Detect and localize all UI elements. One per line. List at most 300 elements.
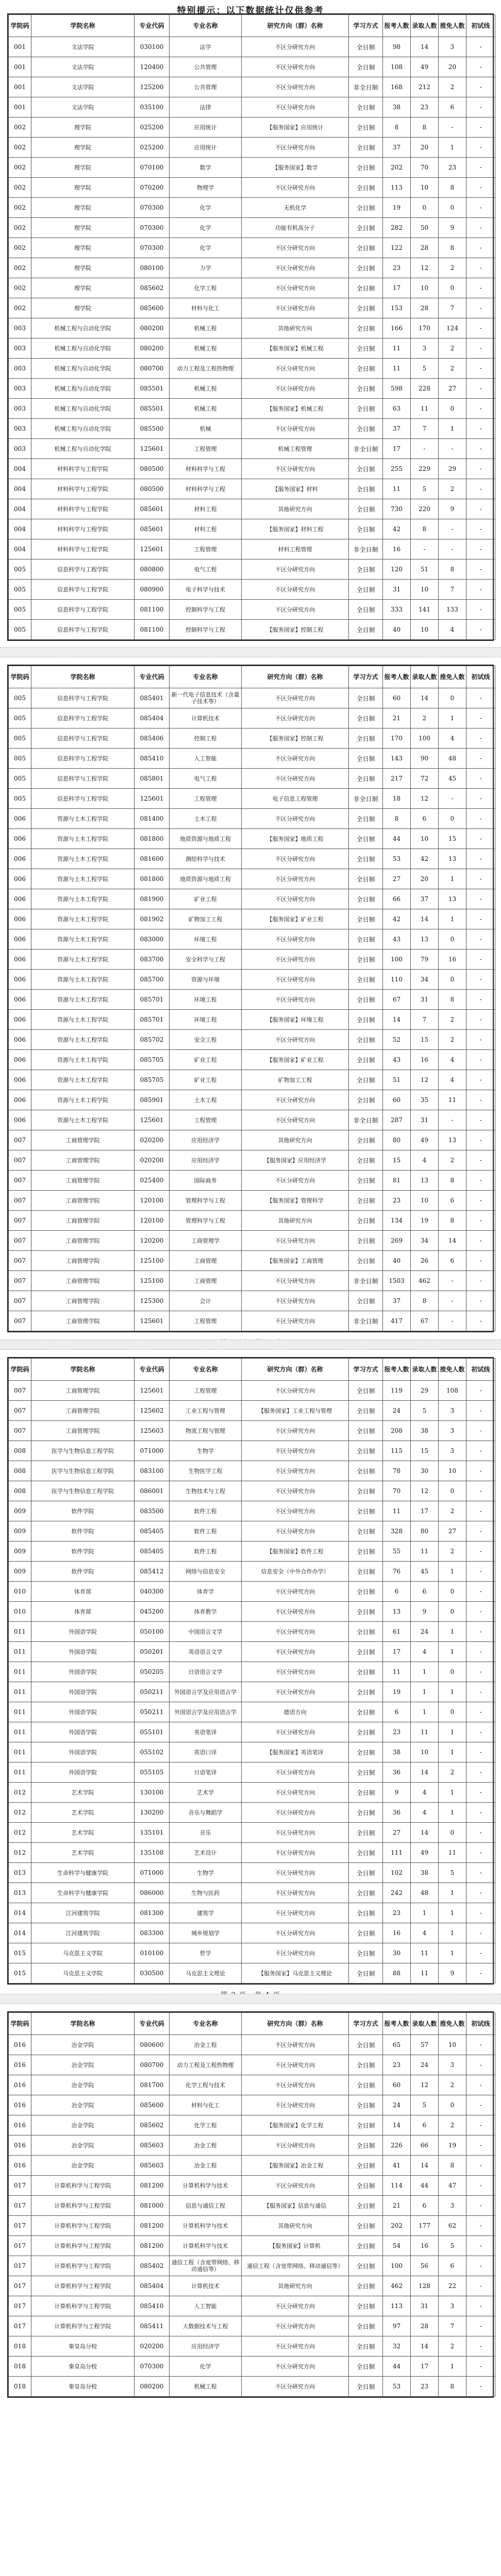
table-row — [9, 117, 495, 138]
table-cell: 全日制 — [349, 1582, 383, 1602]
table-cell: - — [466, 1541, 495, 1562]
table-cell: 全日制 — [349, 909, 383, 929]
table-cell: 不区分研究方向 — [242, 1582, 349, 1602]
table-cell: 085410 — [135, 2296, 170, 2316]
table-cell: 全日制 — [349, 1843, 383, 1863]
table-cell: 外国语学院 — [31, 1622, 135, 1642]
table-row — [9, 2055, 495, 2075]
table-cell: 005 — [9, 560, 31, 580]
table-cell: - — [466, 749, 495, 769]
table-cell: 598 — [383, 379, 411, 399]
table-cell: 通信工程（含宽带网络、移动通信等） — [170, 2256, 242, 2276]
table-cell: 202 — [383, 158, 411, 178]
table-cell: 2 — [439, 77, 466, 97]
table-cell: 19 — [383, 1682, 411, 1702]
table-cell: 010 — [9, 1582, 31, 1602]
table-cell: 122 — [383, 238, 411, 258]
table-cell: - — [466, 2296, 495, 2316]
table-cell: 050205 — [135, 1662, 170, 1682]
table-cell: 不区分研究方向 — [242, 1622, 349, 1642]
table-cell: 004 — [9, 519, 31, 539]
table-cell: 018 — [9, 2336, 31, 2357]
table-cell: 全日制 — [349, 829, 383, 849]
table-cell: 081200 — [135, 2216, 170, 2236]
table-cell: 工商管理学院 — [31, 1381, 135, 1401]
table-cell: 【服务国家】机械工程 — [242, 338, 349, 359]
table-cell: 11 — [439, 1843, 466, 1863]
table-cell: 不区分研究方向 — [242, 1943, 349, 1963]
table-cell: 不区分研究方向 — [242, 950, 349, 970]
table-cell: - — [466, 789, 495, 809]
table-cell: 全日制 — [349, 419, 383, 439]
table-row — [9, 278, 495, 298]
table-cell: 生物与医药 — [170, 1883, 242, 1903]
table-cell: - — [466, 2176, 495, 2196]
table-cell: 全日制 — [349, 178, 383, 198]
table-page-4 — [8, 2012, 495, 2397]
table-cell: 哲学 — [170, 1943, 242, 1963]
table-cell: 不区分研究方向 — [242, 1783, 349, 1803]
table-cell: 6 — [411, 809, 439, 829]
table-cell: - — [466, 809, 495, 829]
table-cell: - — [466, 728, 495, 749]
table-cell: 017 — [9, 2276, 31, 2296]
table-row — [9, 1943, 495, 1963]
table-cell: 不区分研究方向 — [242, 2136, 349, 2156]
table-cell: 工商管理学院 — [31, 1421, 135, 1441]
table-cell: 269 — [383, 1231, 411, 1251]
table-row — [9, 57, 495, 77]
table-cell: 44 — [411, 2176, 439, 2196]
table-cell: 45 — [411, 1562, 439, 1582]
table-row — [9, 1461, 495, 1481]
table-cell: 全日制 — [349, 117, 383, 138]
table-cell: 不区分研究方向 — [242, 1090, 349, 1110]
table-cell: 资源与环境 — [170, 970, 242, 990]
table-cell: 003 — [9, 439, 31, 459]
table-cell: - — [466, 1171, 495, 1191]
table-cell: 不区分研究方向 — [242, 258, 349, 278]
table-cell: 134 — [383, 1211, 411, 1231]
table-cell: 材料科学与工程 — [170, 479, 242, 499]
table-cell: 【服务国家】英语笔译 — [242, 1742, 349, 1762]
table-cell: 全日制 — [349, 769, 383, 789]
table-cell: - — [466, 2095, 495, 2115]
table-cell: 资源与土木工程学院 — [31, 1050, 135, 1070]
table-cell: 0 — [439, 2095, 466, 2115]
table-cell: 19 — [439, 2136, 466, 2156]
table-cell: - — [466, 158, 495, 178]
table-cell: 014 — [9, 1923, 31, 1943]
table-cell: 全日制 — [349, 1251, 383, 1271]
table-cell: 非全日制 — [349, 789, 383, 809]
table-cell: 19 — [411, 1211, 439, 1231]
table-cell: - — [466, 1070, 495, 1090]
table-row — [9, 2176, 495, 2196]
table-cell: 理学院 — [31, 198, 135, 218]
table-cell: 61 — [383, 1622, 411, 1642]
table-cell: 【服务国家】信息与通信 — [242, 2196, 349, 2216]
table-cell: 2 — [439, 479, 466, 499]
table-cell: 006 — [9, 1010, 31, 1030]
table-cell: 管理科学与工程 — [170, 1191, 242, 1211]
table-row — [9, 909, 495, 929]
table-cell: 信息科学与工程学院 — [31, 688, 135, 708]
table-row — [9, 2075, 495, 2095]
table-cell: - — [466, 1010, 495, 1030]
table-cell: - — [466, 359, 495, 379]
table-cell: 不区分研究方向 — [242, 1381, 349, 1401]
table-row — [9, 1823, 495, 1843]
table-cell: 007 — [9, 1271, 31, 1291]
table-cell: 030100 — [135, 37, 170, 57]
table-cell: 材料科学与工程学院 — [31, 519, 135, 539]
table-row — [9, 950, 495, 970]
table-cell: - — [466, 1602, 495, 1622]
table-cell: 不区分研究方向 — [242, 1441, 349, 1461]
table-cell: 全日制 — [349, 97, 383, 117]
table-cell: 009 — [9, 1501, 31, 1521]
table-cell: 2 — [439, 2336, 466, 2357]
table-cell: - — [466, 1883, 495, 1903]
table-cell: 【服务国家】冶金工程 — [242, 2156, 349, 2176]
header-cell: 专业代码 — [135, 15, 170, 37]
table-cell: 全日制 — [349, 749, 383, 769]
table-cell: 不区分研究方向 — [242, 77, 349, 97]
table-cell: 006 — [9, 990, 31, 1010]
table-cell: 080500 — [135, 459, 170, 479]
table-cell: 全日制 — [349, 2316, 383, 2336]
table-cell: 085705 — [135, 1070, 170, 1090]
table-cell: 35 — [411, 1090, 439, 1110]
table-cell: 006 — [9, 929, 31, 950]
table-cell: - — [466, 479, 495, 499]
table-row — [9, 238, 495, 258]
table-cell: 8 — [439, 238, 466, 258]
table-cell: 012 — [9, 1803, 31, 1823]
table-cell: 【服务国家】数学 — [242, 158, 349, 178]
table-cell: 085601 — [135, 499, 170, 519]
table-row — [9, 178, 495, 198]
table-cell: 070300 — [135, 238, 170, 258]
table-row — [9, 1381, 495, 1401]
table-cell: 217 — [383, 769, 411, 789]
table-row — [9, 379, 495, 399]
table-cell: 冶金学院 — [31, 2075, 135, 2095]
table-cell: 085602 — [135, 278, 170, 298]
table-cell: 工程管理 — [170, 789, 242, 809]
table-cell: - — [466, 338, 495, 359]
table-cell: 资源与土木工程学院 — [31, 1010, 135, 1030]
table-row — [9, 1602, 495, 1622]
table-cell: 全日制 — [349, 2357, 383, 2377]
table-cell: 理学院 — [31, 298, 135, 318]
table-cell: 地质资源与地质工程 — [170, 869, 242, 889]
table-cell: - — [466, 1943, 495, 1963]
table-cell: 025200 — [135, 138, 170, 158]
table-row — [9, 1521, 495, 1541]
table-cell: 166 — [383, 318, 411, 338]
table-cell: 全日制 — [349, 1441, 383, 1461]
table-cell: - — [466, 1150, 495, 1171]
table-cell: 不区分研究方向 — [242, 889, 349, 909]
table-cell: 应用统计 — [170, 117, 242, 138]
table-row — [9, 138, 495, 158]
table-cell: 全日制 — [349, 138, 383, 158]
table-row — [9, 459, 495, 479]
table-cell: 011 — [9, 1762, 31, 1783]
table-cell: 资源与土木工程学院 — [31, 1110, 135, 1130]
table-cell: 江河建筑学院 — [31, 1923, 135, 1943]
table-cell: 应用统计 — [170, 138, 242, 158]
table-cell: 机械工程与自动化学院 — [31, 419, 135, 439]
table-cell: 全日制 — [349, 1381, 383, 1401]
table-cell: 005 — [9, 600, 31, 620]
table-cell: 不区分研究方向 — [242, 1311, 349, 1331]
table-cell: 018 — [9, 2377, 31, 2397]
table-cell: 4 — [411, 1923, 439, 1943]
table-cell: 全日制 — [349, 1010, 383, 1030]
table-cell: 12 — [411, 789, 439, 809]
table-cell: 016 — [9, 2115, 31, 2136]
table-cell: 1 — [439, 138, 466, 158]
table-cell: 070100 — [135, 158, 170, 178]
table-cell: - — [466, 2256, 495, 2276]
table-cell: 5 — [411, 1401, 439, 1421]
table-cell: 080900 — [135, 580, 170, 600]
table-cell: 【服务国家】应用经济学 — [242, 1150, 349, 1171]
table-row — [9, 1903, 495, 1923]
table-cell: 全日制 — [349, 1943, 383, 1963]
table-row — [9, 2296, 495, 2316]
table-cell: 011 — [9, 1702, 31, 1722]
table-cell: 081000 — [135, 2196, 170, 2216]
table-cell: 资源与土木工程学院 — [31, 970, 135, 990]
table-cell: 5 — [411, 2095, 439, 2115]
header-cell: 学院码 — [9, 15, 31, 37]
table-cell: - — [411, 539, 439, 560]
table-cell: 003 — [9, 338, 31, 359]
table-cell: - — [466, 2115, 495, 2136]
table-row — [9, 560, 495, 580]
table-cell: 全日制 — [349, 298, 383, 318]
table-cell: 011 — [9, 1682, 31, 1702]
table-cell: 不区分研究方向 — [242, 580, 349, 600]
table-cell: 2 — [439, 1501, 466, 1521]
table-cell: 医学与生物信息工程学院 — [31, 1481, 135, 1501]
table-cell: 120100 — [135, 1211, 170, 1231]
table-cell: 全日制 — [349, 2075, 383, 2095]
table-cell: 外国语学院 — [31, 1642, 135, 1662]
table-cell: 机械工程与自动化学院 — [31, 318, 135, 338]
table-cell: 全日制 — [349, 1682, 383, 1702]
table-cell: 212 — [411, 77, 439, 97]
table-cell: 080800 — [135, 560, 170, 580]
table-cell: 0 — [439, 1702, 466, 1722]
table-cell: - — [466, 37, 495, 57]
page-separator — [0, 647, 501, 657]
table-cell: 不区分研究方向 — [242, 600, 349, 620]
table-cell: 6 — [439, 97, 466, 117]
table-row — [9, 1191, 495, 1211]
table-cell: 资源与土木工程学院 — [31, 869, 135, 889]
table-cell: 全日制 — [349, 278, 383, 298]
table-cell: 12 — [411, 1481, 439, 1501]
table-cell: 全日制 — [349, 1662, 383, 1682]
table-cell: 不区分研究方向 — [242, 1642, 349, 1662]
table-cell: 016 — [9, 2156, 31, 2176]
table-cell: 11 — [411, 1722, 439, 1742]
table-cell: 24 — [383, 1401, 411, 1421]
table-cell: 5 — [411, 359, 439, 379]
table-cell: 其他研究方向 — [242, 499, 349, 519]
table-cell: 全日制 — [349, 2296, 383, 2316]
table-cell: 004 — [9, 539, 31, 560]
table-cell: 不区分研究方向 — [242, 1662, 349, 1682]
table-cell: 081800 — [135, 829, 170, 849]
table-cell: 63 — [383, 399, 411, 419]
table-cell: 全日制 — [349, 359, 383, 379]
table-cell: 085402 — [135, 2256, 170, 2276]
table-cell: 0 — [411, 198, 439, 218]
table-cell: 081800 — [135, 869, 170, 889]
table-cell: 19 — [383, 198, 411, 218]
table-header-row — [9, 2013, 495, 2035]
table-cell: - — [466, 97, 495, 117]
table-row — [9, 218, 495, 238]
table-cell: - — [466, 1501, 495, 1521]
table-cell: 010100 — [135, 1943, 170, 1963]
table-cell: 013 — [9, 1863, 31, 1883]
table-cell: 体育教学 — [170, 1602, 242, 1622]
table-cell: 医学与生物信息工程学院 — [31, 1441, 135, 1461]
table-cell: 法律 — [170, 97, 242, 117]
table-cell: 085702 — [135, 1030, 170, 1050]
table-row — [9, 708, 495, 728]
table-cell: 007 — [9, 1150, 31, 1171]
header-cell: 推免人数 — [439, 666, 466, 688]
table-row — [9, 198, 495, 218]
table-cell: 007 — [9, 1251, 31, 1271]
table-cell: 全日制 — [349, 1521, 383, 1541]
table-cell: 网络与信息安全 — [170, 1562, 242, 1582]
table-cell: 全日制 — [349, 338, 383, 359]
header-cell: 录取人数 — [411, 2013, 439, 2035]
table-cell: 工商管理学 — [170, 1231, 242, 1251]
table-cell: 51 — [383, 1070, 411, 1090]
table-cell: 工程管理 — [170, 539, 242, 560]
table-cell: 083700 — [135, 950, 170, 970]
table-cell: 085600 — [135, 298, 170, 318]
table-cell: 27 — [383, 1823, 411, 1843]
header-cell: 报考人数 — [383, 15, 411, 37]
table-cell: 机械工程 — [170, 318, 242, 338]
table-cell: - — [466, 2216, 495, 2236]
table-cell: 资源与土木工程学院 — [31, 1070, 135, 1090]
table-cell: 矿业工程 — [170, 1070, 242, 1090]
table-cell: 38 — [383, 97, 411, 117]
table-cell: 23 — [383, 1903, 411, 1923]
table-cell: 120200 — [135, 1231, 170, 1251]
table-row — [9, 990, 495, 1010]
table-cell: 机械工程 — [170, 379, 242, 399]
table-cell: 理学院 — [31, 158, 135, 178]
document-title: 特别提示：以下数据统计仅供参考 — [177, 6, 324, 16]
table-cell: 57 — [411, 2035, 439, 2055]
table-cell: 80 — [411, 1521, 439, 1541]
table-cell: 2 — [439, 1541, 466, 1562]
table-cell: 125100 — [135, 1271, 170, 1291]
table-row — [9, 1863, 495, 1883]
table-cell: - — [466, 889, 495, 909]
table-cell: 228 — [411, 379, 439, 399]
table-cell: 资源与土木工程学院 — [31, 849, 135, 869]
table-cell: 081300 — [135, 1903, 170, 1923]
table-row — [9, 600, 495, 620]
table-cell: 不区分研究方向 — [242, 57, 349, 77]
table-cell: 025200 — [135, 117, 170, 138]
table-cell: 11 — [383, 338, 411, 359]
table-cell: 不区分研究方向 — [242, 1803, 349, 1823]
table-cell: 007 — [9, 1211, 31, 1231]
table-cell: 34 — [411, 1231, 439, 1251]
table-cell: 【服务国家】马克思主义理论 — [242, 1963, 349, 1984]
table-cell: 014 — [9, 1903, 31, 1923]
table-cell: 66 — [411, 2136, 439, 2156]
table-cell: 医学与生物信息工程学院 — [31, 1461, 135, 1481]
table-cell: 070300 — [135, 198, 170, 218]
table-cell: 17 — [383, 278, 411, 298]
table-cell: 43 — [383, 1050, 411, 1070]
table-cell: 文法学院 — [31, 57, 135, 77]
table-cell: 14 — [411, 2336, 439, 2357]
table-cell: 102 — [383, 1863, 411, 1883]
table-cell: - — [411, 439, 439, 459]
table-cell: 全日制 — [349, 1923, 383, 1943]
page-1 — [7, 13, 494, 656]
table-cell: 不区分研究方向 — [242, 238, 349, 258]
header-cell: 专业名称 — [170, 2013, 242, 2035]
table-row — [9, 2377, 495, 2397]
table-cell: 0 — [439, 688, 466, 708]
table-cell: 全日制 — [349, 1461, 383, 1481]
table-cell: 006 — [9, 849, 31, 869]
table-cell: 080200 — [135, 338, 170, 359]
table-cell: 10 — [411, 829, 439, 849]
table-cell: 1 — [439, 1923, 466, 1943]
table-cell: 工商管理学院 — [31, 1211, 135, 1231]
table-cell: 材料工程 — [170, 519, 242, 539]
table-cell: 081400 — [135, 809, 170, 829]
table-cell: 20 — [411, 869, 439, 889]
table-cell: - — [466, 1251, 495, 1271]
table-row — [9, 318, 495, 338]
table-cell: 信息科学与工程学院 — [31, 769, 135, 789]
table-cell: 物流工程与管理 — [170, 1421, 242, 1441]
table-cell: 动力工程及工程热物理 — [170, 359, 242, 379]
table-cell: 外国语学院 — [31, 1762, 135, 1783]
table-cell: 15 — [411, 1030, 439, 1050]
table-cell: 信息科学与工程学院 — [31, 620, 135, 640]
table-cell: 3 — [439, 1401, 466, 1421]
table-cell: 不区分研究方向 — [242, 1110, 349, 1130]
table-cell: 130200 — [135, 1803, 170, 1823]
table-cell: 化学 — [170, 218, 242, 238]
table-cell: 045200 — [135, 1602, 170, 1622]
table-cell: 30 — [411, 1461, 439, 1481]
table-cell: 085601 — [135, 519, 170, 539]
table-cell: 76 — [383, 1562, 411, 1582]
